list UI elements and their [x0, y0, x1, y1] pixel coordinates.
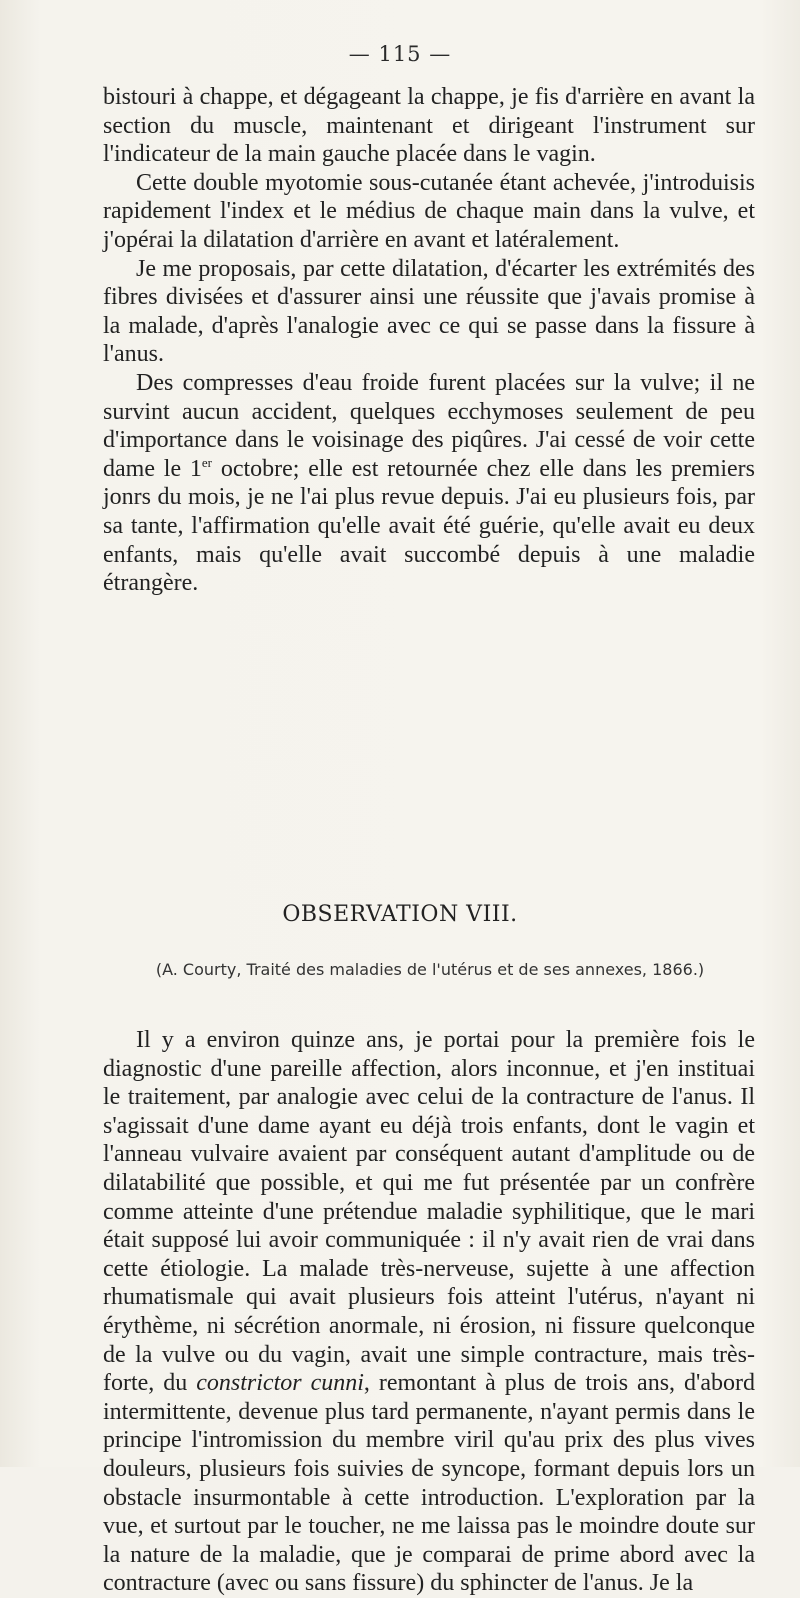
paragraph-5-part1: Il y a environ quinze ans, je portai pour la première fois le diagnostic d'une pareille affection, alors inconnue, et j'en instituai le traitement, par analogie avec celui de la contracture de l'anus. Il s'agissait d'une dame ayant eu déjà trois enfants, dont le vagin et l'anneau vulvaire avaient par conséquent autant d'amplitude ou de dilatabilité que possible, et qui me fut présentée par un confrère comme atteinte d'une prétendue maladie syphilitique, que le mari était supposé lui avoir communiquée : il n'y avait rien de vrai dans cette étiologie. La malade très-nerveuse, sujette à une affection rhumatismale qui avait plusieurs fois atteint l'utérus, n'ayant ni érythème, ni sécrétion anormale, ni érosion, ni fissure quelconque de la vulve ou du vagin, avait une simple contracture, mais très-forte, du — [103, 1027, 755, 1397]
paragraph-1: bistouri à chappe, et dégageant la chappe, je fis d'arrière en avant la section du muscle, maintenant et dirigeant l'instrument sur l'indicateur de la main gauche placée dans le vagin. — [103, 84, 755, 168]
date-day: 1 — [189, 455, 202, 482]
citation-title: Traité des maladies de l'utérus et de ses annexes, 1866.) — [246, 960, 705, 979]
paragraph-5-part2: , remontant à plus de trois ans, d'abord intermittente, devenue plus tard permanente, n'ayant permis dans le principe l'intromission du membre viril qu'au prix des plus vives douleurs, plusieurs fois suivies de syncope, formant depuis lors un obstacle insurmontable à cette introduction. L'exploration par la vue, et surtout par le toucher, ne me laissa pas le moindre doute sur la nature de la maladie, que je comparai de prime abord avec la contracture (avec ou sans fissure) du sphincter de l'anus. Je la — [103, 1370, 755, 1597]
paragraph-3: Je me proposais, par cette dilatation, d'écarter les extrémités des fibres divisées et d'assurer ainsi une réussite que j'avais promise à la malade, d'après l'analogie avec ce qui se passe dans la fissure à l'anus. — [103, 255, 755, 368]
citation — [0, 960, 800, 979]
text-block-bottom — [103, 1026, 755, 1598]
citation-author: (A. Courty, — [155, 960, 247, 979]
paragraph-2: Cette double myotomie sous-cutanée étant achevée, j'introduisis rapidement l'index et le médius de chaque main dans la vulve, et j'opérai la dilatation d'arrière en avant et latéralement. — [103, 169, 755, 253]
page-number: — 115 — — [348, 42, 452, 66]
paragraph-4-start: Des compresses d'eau froide furent placées sur la vulve; il ne survint aucun accident, quelques ecchymoses seulement de peu d'importance dans le voisinage des piqûres. J'ai cessé de voir cette dame le — [103, 369, 755, 482]
ordinal-superscript: er — [201, 454, 213, 470]
paragraph-4 — [103, 369, 755, 598]
latin-term: constrictor cunni — [196, 1370, 364, 1397]
observation-heading: OBSERVATION VIII. — [282, 902, 518, 927]
paragraph-5 — [103, 1026, 755, 1598]
text-block-top — [103, 83, 755, 598]
paragraph-4-end: octobre; elle est retournée chez elle dans les premiers jonrs du mois, je ne l'ai plus revue depuis. J'ai eu plusieurs fois, par sa tante, l'affirmation qu'elle avait été guérie, qu'elle avait eu deux enfants, mais qu'elle avait succombé depuis à une maladie étrangère. — [103, 455, 755, 597]
